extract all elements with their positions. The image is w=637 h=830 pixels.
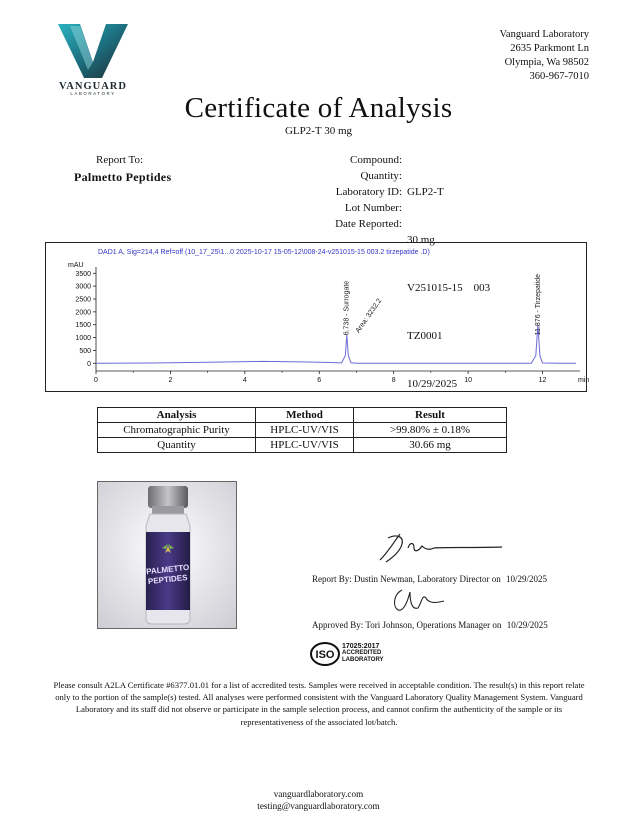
y-tick-label: 2000 bbox=[75, 309, 91, 317]
y-tick-label: 1500 bbox=[75, 322, 91, 330]
chart-title: DAD1 A, Sig=214,4 Ref=off (10_17_25\1...0 2025-10-17 15-05-12\008-24-v251015-15 003.2 tirzepatide .D) bbox=[98, 249, 430, 256]
contact-info bbox=[0, 788, 637, 812]
vial-brand-line2: PEPTIDES bbox=[147, 572, 188, 587]
lab-phone: 360-967-7010 bbox=[529, 71, 589, 82]
lab-address bbox=[499, 28, 589, 84]
header-analysis: Analysis bbox=[98, 408, 256, 423]
lab-name: Vanguard Laboratory bbox=[499, 29, 589, 40]
client-name: Palmetto Peptides bbox=[74, 170, 172, 184]
lab-street: 2635 Parkmont Ln bbox=[510, 43, 589, 54]
x-tick-label: 2 bbox=[168, 377, 173, 384]
chromatogram-panel bbox=[45, 242, 590, 392]
results-header-row bbox=[98, 408, 507, 423]
chromatogram-trace bbox=[96, 325, 576, 364]
analysis-cell: Quantity bbox=[98, 438, 256, 453]
vial-brand-line1: PALMETTO bbox=[145, 562, 190, 577]
approved-by-text: Approved By: Tori Johnson, Operations Manager on bbox=[312, 620, 502, 630]
logo-word: VANGUARD bbox=[59, 81, 127, 92]
lot-number-label: Lot Number: bbox=[344, 202, 402, 214]
x-tick-label: 10 bbox=[464, 377, 472, 384]
x-axis-label: min bbox=[578, 377, 590, 384]
disclaimer-text: Please consult A2LA Certificate #6377.01.01 for a list of accredited tests. Samples were received in acceptable condition. The result(s) in this report relate only to the portion of the sample(s) tested. All analyses were performed consistent with the Vanguard Laboratory Quality Management System. Vanguard Laboratory and its staff did not observe or participate in the sample selection process, and cannot confirm the authenticity of the sample or its representativeness of the associated lot/batch. bbox=[53, 680, 585, 727]
vanguard-v-logo-icon bbox=[50, 22, 136, 96]
method-cell: HPLC-UV/VIS bbox=[256, 423, 354, 438]
signature-newman bbox=[374, 528, 514, 572]
page-subtitle: GLP2-T 30 mg bbox=[284, 125, 353, 137]
x-tick-label: 6 bbox=[317, 377, 322, 384]
lab-city: Olympia, Wa 98502 bbox=[504, 57, 589, 68]
x-tick-label: 8 bbox=[391, 377, 396, 384]
y-tick-label: 500 bbox=[79, 347, 91, 355]
website-text: vanguardlaboratory.com bbox=[273, 789, 364, 799]
y-tick-label: 2500 bbox=[75, 296, 91, 304]
result-cell: >99.80% ± 0.18% bbox=[354, 423, 507, 438]
date-reported-label: Date Reported: bbox=[335, 218, 402, 230]
peak-label: 11.876 - Tirzepatide bbox=[534, 273, 542, 336]
x-tick-label: 12 bbox=[538, 377, 547, 384]
quantity-label: Quantity: bbox=[360, 170, 402, 182]
results-table bbox=[97, 407, 507, 453]
x-tick-label: 0 bbox=[94, 377, 98, 384]
approved-by-date: 10/29/2025 bbox=[506, 620, 548, 630]
peak-area-label: Area: 3232.2 bbox=[354, 297, 384, 335]
lab-id-label: Laboratory ID: bbox=[335, 186, 402, 198]
table-row bbox=[98, 438, 507, 453]
report-by-text: Report By: Dustin Newman, Laboratory Director on bbox=[312, 574, 501, 584]
y-axis-label: mAU bbox=[68, 262, 84, 269]
vial-image bbox=[98, 482, 236, 628]
y-tick-label: 3000 bbox=[75, 283, 91, 291]
y-tick-label: 1000 bbox=[75, 335, 91, 343]
iso-accredited: ACCREDITED bbox=[342, 650, 382, 656]
report-to-label: Report To: bbox=[96, 154, 143, 166]
sample-info-labels bbox=[335, 152, 402, 232]
header-method: Method bbox=[256, 408, 354, 423]
method-cell: HPLC-UV/VIS bbox=[256, 438, 354, 453]
peak-label: 6.738 - Surrogate bbox=[343, 280, 351, 336]
lab-logo bbox=[50, 22, 136, 96]
analysis-cell: Chromatographic Purity bbox=[98, 423, 256, 438]
product-photo bbox=[97, 481, 237, 629]
y-tick-label: 3500 bbox=[75, 270, 91, 278]
iso-mark: ISO bbox=[315, 649, 335, 661]
y-tick-label: 0 bbox=[87, 360, 91, 368]
chromatogram-chart bbox=[46, 243, 590, 391]
x-tick-label: 4 bbox=[242, 377, 247, 384]
compound-value: GLP2-T bbox=[407, 186, 444, 198]
lot-number-value: TZ0001 bbox=[407, 330, 443, 342]
iso-laboratory: LABORATORY bbox=[342, 657, 384, 663]
page-title: Certificate of Analysis bbox=[184, 92, 453, 124]
result-cell: 30.66 mg bbox=[354, 438, 507, 453]
lab-id-value: V251015-15 003 bbox=[407, 282, 491, 294]
date-reported-value: 10/29/2025 bbox=[407, 378, 458, 390]
compound-label: Compound: bbox=[350, 154, 402, 166]
email-text: testing@vanguardlaboratory.com bbox=[257, 801, 380, 811]
table-row bbox=[98, 423, 507, 438]
iso-seal-icon bbox=[310, 642, 340, 666]
logo-subword: LABORATORY bbox=[70, 91, 116, 96]
header-result: Result bbox=[354, 408, 507, 423]
accreditation-badge bbox=[310, 642, 390, 668]
signature-johnson bbox=[388, 586, 448, 618]
report-by-date: 10/29/2025 bbox=[505, 574, 547, 584]
iso-standard: 17025:2017 bbox=[342, 643, 380, 650]
quantity-value: 30 mg bbox=[407, 234, 435, 246]
